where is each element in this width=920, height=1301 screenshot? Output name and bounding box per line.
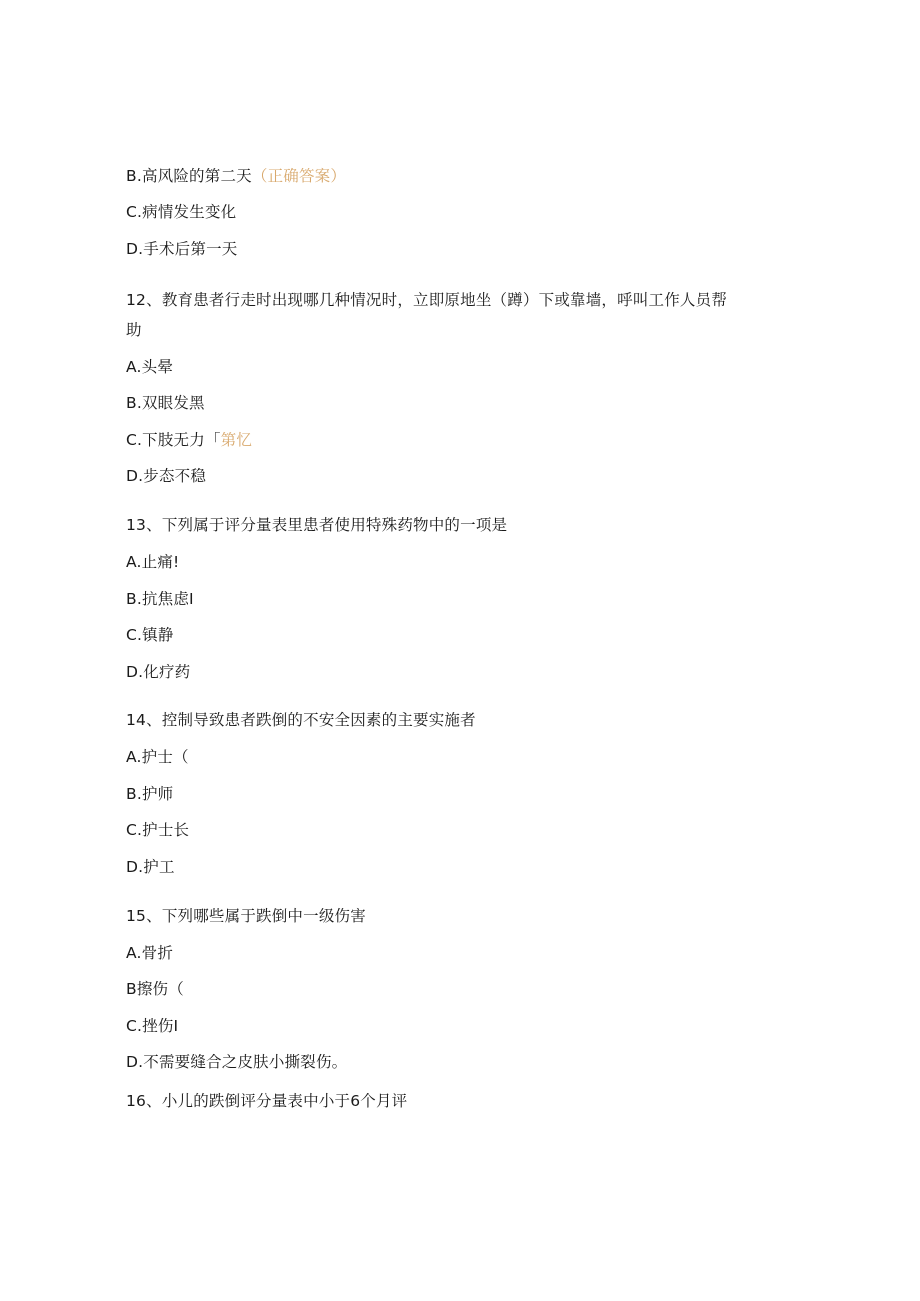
option-d-q15: D.不需要缝合之皮肤小撕裂伤。 <box>126 1053 348 1071</box>
option-a-q12: A.头晕 <box>126 358 174 376</box>
option-c-q15: C.挫伤I <box>126 1017 179 1035</box>
option-d-q11: D.手术后第一天 <box>126 240 238 258</box>
option-b-q14: B.护师 <box>126 785 174 803</box>
option-a-q13: A.止痛! <box>126 553 180 571</box>
option-d-q12: D.步态不稳 <box>126 467 207 485</box>
option-d-q14: D.护工 <box>126 858 175 876</box>
option-b-q13: B.抗焦虑I <box>126 590 194 608</box>
option-c-q12: C.下肢无力「第忆 <box>126 431 253 449</box>
option-a-q15: A.骨折 <box>126 944 174 962</box>
option-c-q14: C.护士长 <box>126 821 190 839</box>
option-c-q13: C.镇静 <box>126 626 174 644</box>
option-b-q12: B.双眼发黑 <box>126 394 205 412</box>
option-b-q11: B.高风险的第二天（正确答案） <box>126 167 347 185</box>
answer-mark: 第忆 <box>220 431 253 449</box>
question-14: 14、控制导致患者跌倒的不安全因素的主要实施者 <box>126 711 476 729</box>
correct-answer-mark: （正确答案） <box>251 167 347 185</box>
question-12: 12、教育患者行走时出现哪几种情况时，立即原地坐（蹲）下或靠墙，呼叫工作人员帮 <box>126 291 728 309</box>
question-13: 13、下列属于评分量表里患者使用特殊药物中的一项是 <box>126 516 508 534</box>
question-16: 16、小儿的跌倒评分量表中小于6个月评 <box>126 1092 408 1110</box>
question-12-continued: 助 <box>126 321 142 339</box>
option-d-q13: D.化疗药 <box>126 663 191 681</box>
option-c-q11: C.病情发生变化 <box>126 203 237 221</box>
question-15: 15、下列哪些属于跌倒中一级伤害 <box>126 907 366 925</box>
option-a-q14: A.护士（ <box>126 748 189 766</box>
option-b-q15: B擦伤（ <box>126 980 184 998</box>
